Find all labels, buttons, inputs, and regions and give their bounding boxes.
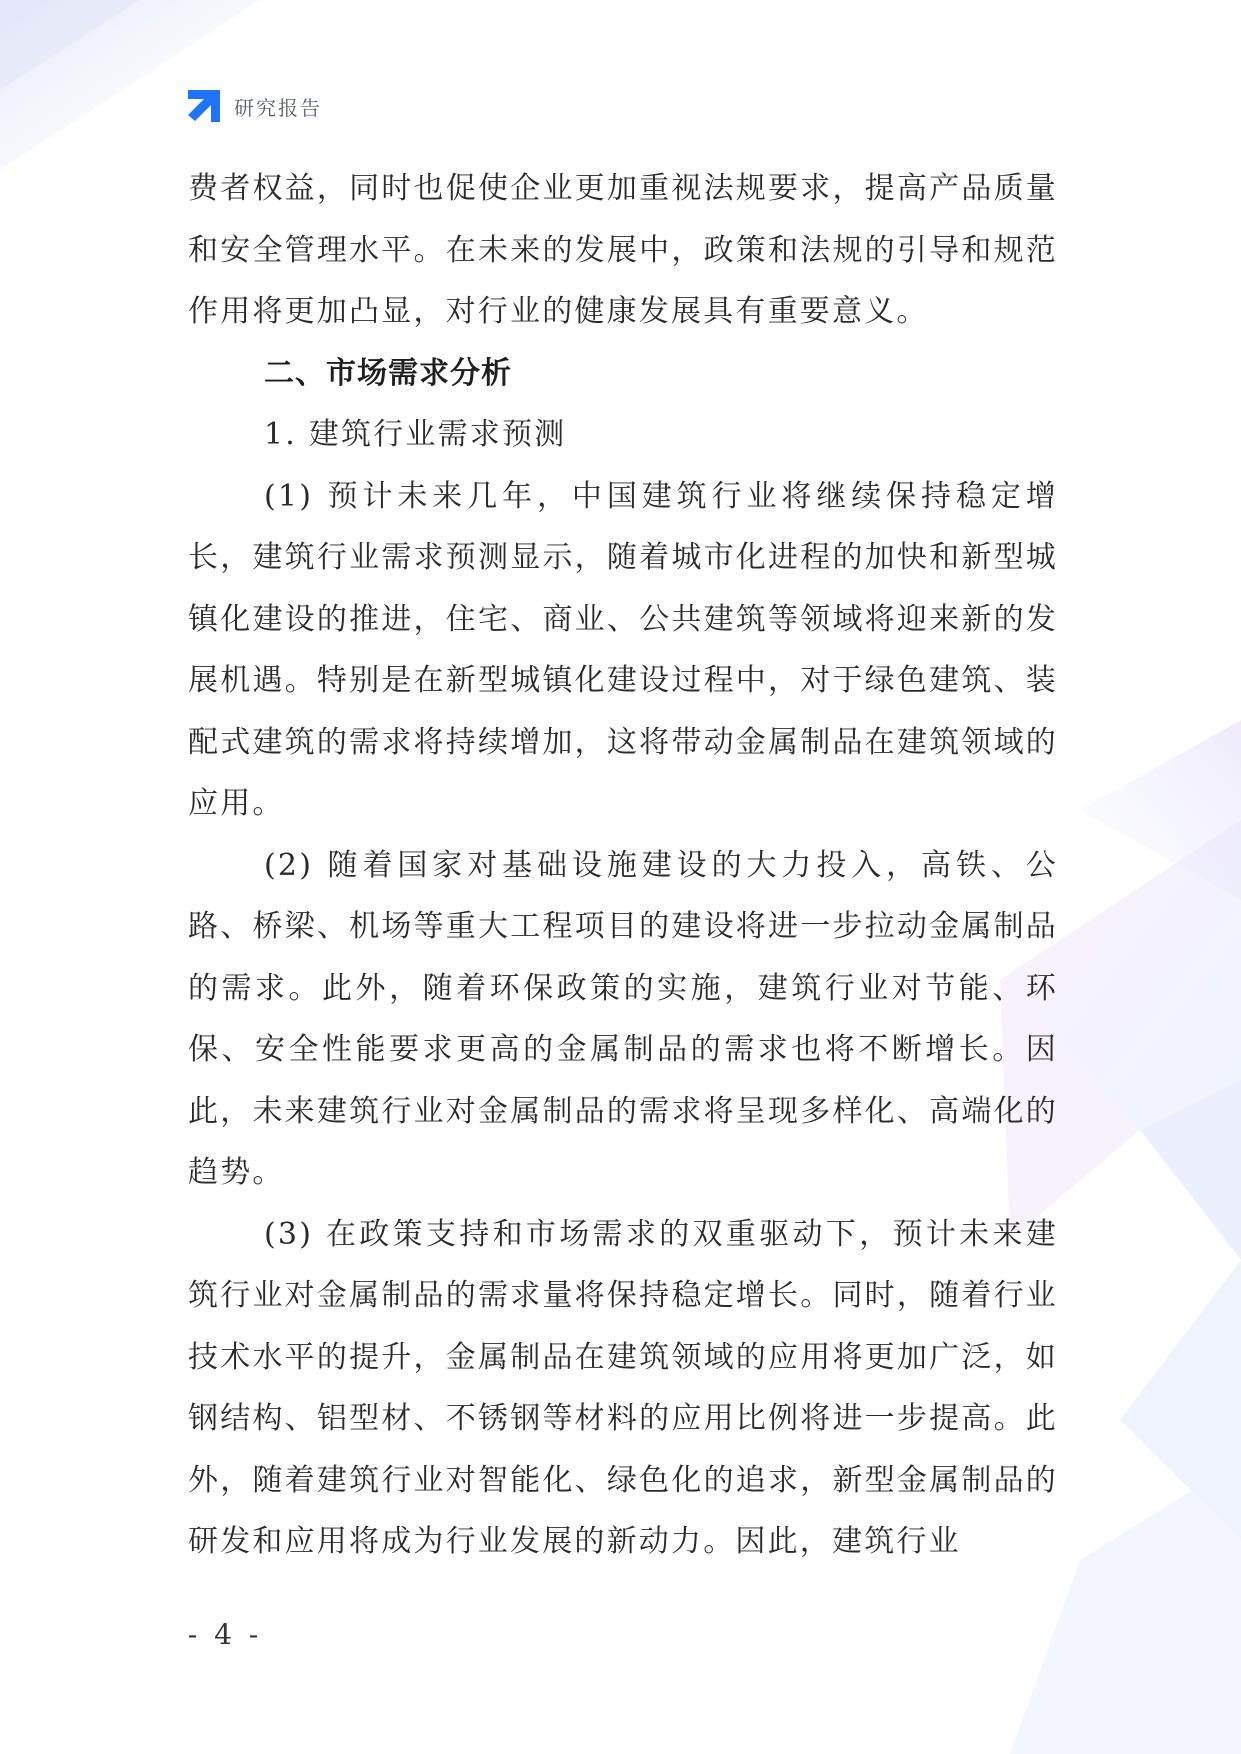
- paragraph-3: (3) 在政策支持和市场需求的双重驱动下，预计未来建筑行业对金属制品的需求量将保持稳定增长。同时，随着行业技术水平的提升，金属制品在建筑领域的应用将更加广泛，如钢结构、铝型材、不锈钢等材料的应用比例将进一步提高。此外，随着建筑行业对智能化、绿色化的追求，新型金属制品的研发和应用将成为行业发展的新动力。因此，建筑行业: [188, 1216, 1058, 1559]
- page-number: - 4 -: [187, 1618, 263, 1651]
- paragraph-2: (2) 随着国家对基础设施建设的大力投入，高铁、公路、桥梁、机场等重大工程项目的建设将进一步拉动金属制品的需求。此外，随着环保政策的实施，建筑行业对节能、环保、安全性能要求更高的金属制品的需求也将不断增长。因此，未来建筑行业对金属制品的需求将呈现多样化、高端化的趋势。: [188, 847, 1058, 1190]
- header-title: 研究报告: [234, 95, 322, 120]
- document-body: [188, 158, 1058, 1573]
- section-heading: 二、市场需求分析: [264, 355, 512, 391]
- paragraph-1: (1) 预计未来几年，中国建筑行业将继续保持稳定增长，建筑行业需求预测显示，随着城市化进程的加快和新型城镇化建设的推进，住宅、商业、公共建筑等领域将迎来新的发展机遇。特别是在新型城镇化建设过程中，对于绿色建筑、装配式建筑的需求将持续增加，这将带动金属制品在建筑领域的应用。: [188, 478, 1058, 821]
- subsection-heading: 1. 建筑行业需求预测: [264, 417, 567, 452]
- paragraph-continued: 费者权益，同时也促使企业更加重视法规要求，提高产品质量和安全管理水平。在未来的发展中，政策和法规的引导和规范作用将更加凸显，对行业的健康发展具有重要意义。: [188, 171, 1058, 329]
- report-header: [186, 88, 322, 124]
- arrow-up-right-icon: [186, 88, 222, 124]
